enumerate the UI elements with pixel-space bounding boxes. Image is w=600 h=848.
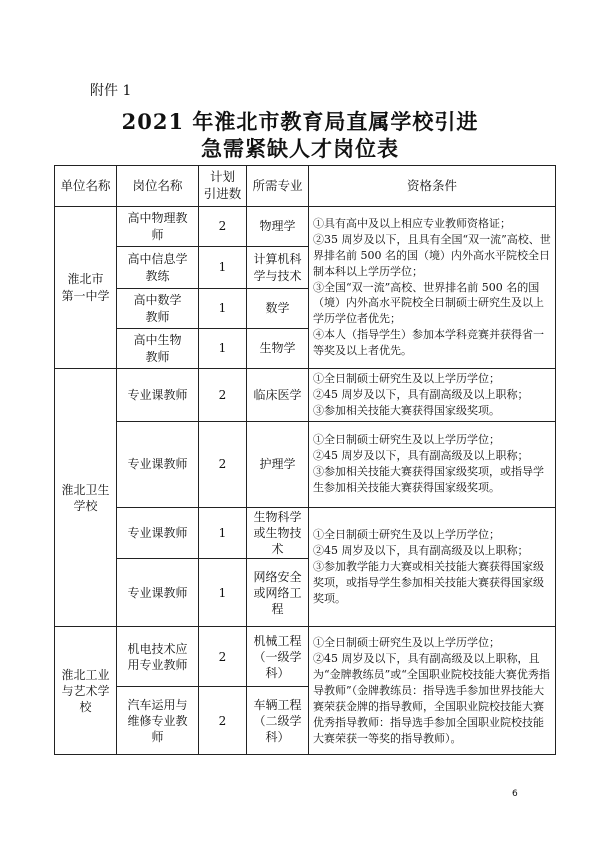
position-cell: 高中数学 教师: [117, 289, 199, 329]
positions-table: [54, 165, 556, 755]
table-header-row: [55, 166, 556, 207]
unit-name: 淮北市 第一中学: [55, 207, 117, 369]
position-cell: 专业课教师: [117, 421, 199, 507]
major-cell: 物理学: [247, 207, 309, 247]
header-major: 所需专业: [247, 166, 309, 207]
header-unit: 单位名称: [55, 166, 117, 207]
unit-name: 淮北工业 与艺术学 校: [55, 627, 117, 755]
requirements-cell: [309, 507, 556, 627]
position-cell: 高中物理教 师: [117, 207, 199, 247]
count-cell: 1: [199, 247, 247, 289]
requirement-item: ②45 周岁及以下，具有副高级及以上职称；: [313, 449, 529, 463]
requirement-item: ①全日制硕士研究生及以上学历学位；: [313, 372, 500, 385]
position-cell: 专业课教师: [117, 507, 199, 559]
page-number: 6: [512, 789, 518, 799]
table-row: [55, 627, 556, 687]
major-cell: 计算机科 学与技术: [247, 247, 309, 289]
count-cell: 1: [199, 329, 247, 369]
header-position: 岗位名称: [117, 166, 199, 207]
count-cell: 2: [199, 627, 247, 687]
requirement-item: ④本人（指导学生）参加本学科竞赛并获得省一等奖及以上者优先。: [313, 328, 544, 358]
table-row: [55, 207, 556, 247]
count-cell: 2: [199, 687, 247, 755]
document-title-line1: 2021 年淮北市教育局直属学校引进: [121, 109, 479, 134]
major-cell: 车辆工程 （二级学 科）: [247, 687, 309, 755]
position-cell: 高中信息学 教练: [117, 247, 199, 289]
position-cell: 专业课教师: [117, 369, 199, 422]
requirement-item: ③全国“双一流”高校、世界排名前 500 名的国（境）内外高水平院校全日制硕士研究生及以上学历学位者优先；: [313, 280, 544, 326]
major-cell: 数学: [247, 289, 309, 329]
requirements-cell: [309, 421, 556, 507]
count-cell: 2: [199, 369, 247, 422]
major-cell: 生物科学 或生物技 术: [247, 507, 309, 559]
count-cell: 1: [199, 559, 247, 627]
count-cell: 2: [199, 207, 247, 247]
count-cell: 2: [199, 421, 247, 507]
requirement-item: ①全日制硕士研究生及以上学历学位；: [313, 528, 500, 542]
position-cell: 专业课教师: [117, 559, 199, 627]
table-row: [55, 421, 556, 507]
requirement-item: ②45 周岁及以下，具有副高级及以上职称；: [313, 544, 529, 558]
major-cell: 机械工程 （一级学 科）: [247, 627, 309, 687]
requirement-item: ②35 周岁及以下，且具有全国“双一流”高校、世界排名前 500 名的国（境）内外高水平院校全日制本科以上学历学位；: [313, 232, 551, 278]
major-cell: 生物学: [247, 329, 309, 369]
requirement-item: ①全日制硕士研究生及以上学历学位；: [313, 433, 500, 447]
table-row: [55, 507, 556, 559]
requirement-item: ③参加相关技能大赛获得国家级奖项，或指导学生参加相关技能大赛获得国家级奖项。: [313, 465, 544, 495]
header-requirements: 资格条件: [309, 166, 556, 207]
header-count: 计划 引进数: [199, 166, 247, 207]
annex-label: 附件 1: [90, 83, 132, 99]
major-cell: 临床医学: [247, 369, 309, 422]
position-cell: 机电技术应 用专业教师: [117, 627, 199, 687]
requirements-cell: [309, 207, 556, 369]
requirement-item: ③参加教学能力大赛或相关技能大赛获得国家级奖项，或指导学生参加相关技能大赛获得国家级奖项。: [313, 560, 544, 605]
major-cell: 网络安全 或网络工 程: [247, 559, 309, 627]
requirement-item: ③参加相关技能大赛获得国家级奖项。: [313, 403, 500, 417]
position-cell: 汽车运用与 维修专业教 师: [117, 687, 199, 755]
major-cell: 护理学: [247, 421, 309, 507]
unit-name: 淮北卫生 学校: [55, 369, 117, 627]
requirement-item: ②45 周岁及以下，具有副高级及以上职称，且为“金牌教练员”或“全国职业院校技能大赛优秀指导教师”（金牌教练员：指导选手参加世界技能大赛荣获金牌的指导教师，全国职业院校技能大赛优秀指导教师：指导选手参加全国职业院校技能大赛荣获一等奖的指导教师）。: [313, 652, 550, 745]
requirement-item: ①全日制硕士研究生及以上学历学位；: [313, 636, 500, 650]
position-cell: 高中生物 教师: [117, 329, 199, 369]
requirements-cell: [309, 627, 556, 755]
requirements-cell: [309, 369, 556, 422]
count-cell: 1: [199, 507, 247, 559]
count-cell: 1: [199, 289, 247, 329]
requirement-item: ①具有高中及以上相应专业教师资格证；: [313, 216, 511, 230]
requirement-item: ②45 周岁及以下，具有副高级及以上职称；: [313, 387, 529, 401]
document-title-line2: 急需紧缺人才岗位表: [201, 136, 399, 161]
table-row: [55, 369, 556, 422]
